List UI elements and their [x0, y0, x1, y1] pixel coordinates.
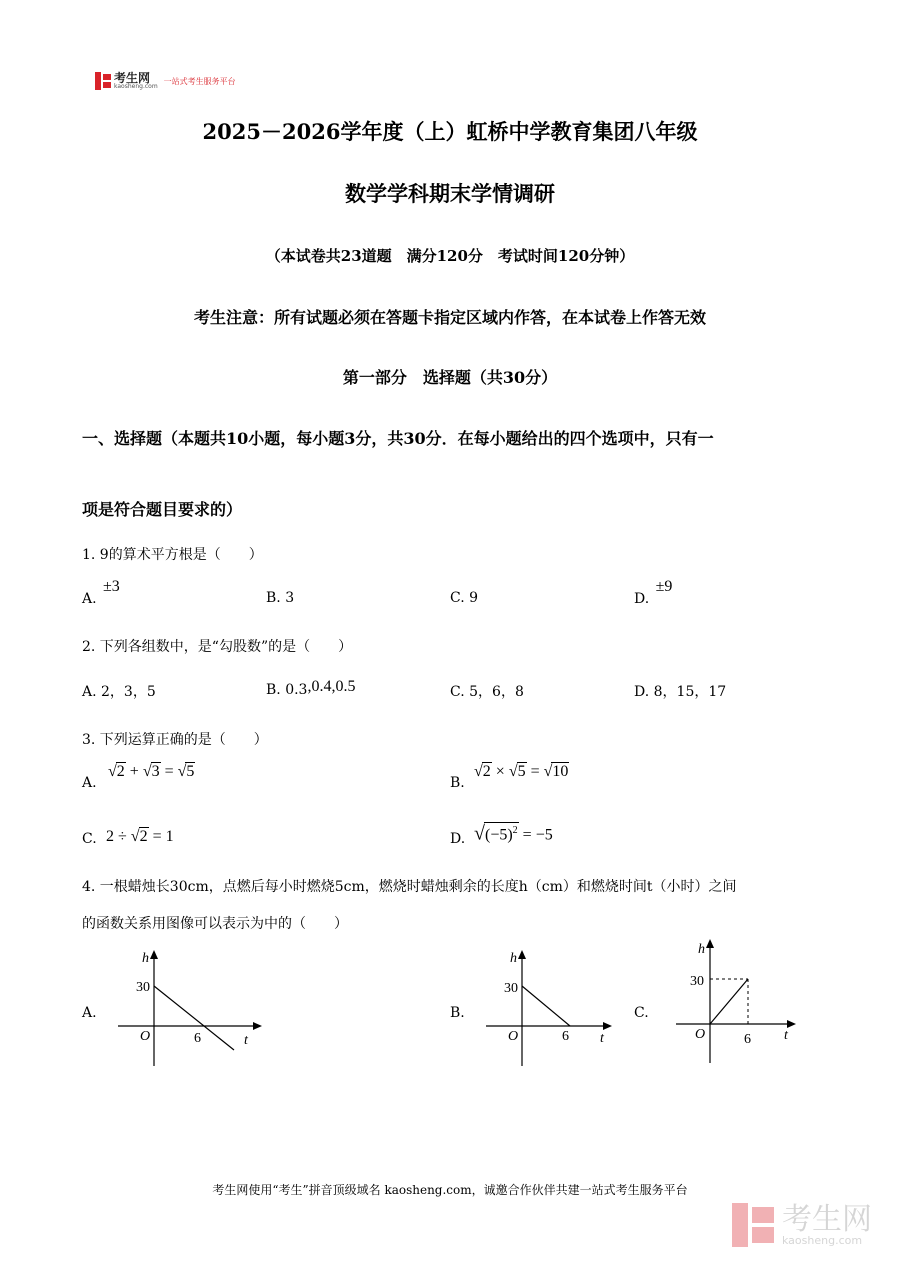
exam-info: （本试卷共23道题 满分120分 考试时间120分钟） [265, 247, 635, 265]
q1-stem: 1. 9的算术平方根是（ ） [82, 547, 263, 563]
q2-option-c-value: 5，6，8 [469, 684, 524, 700]
graph-b-line [522, 986, 570, 1026]
brand-logo [95, 72, 236, 90]
q3c-post: = 1 [152, 828, 174, 845]
section-heading-line1: 一、选择题（本题共10小题，每小题3分，共30分．在每小题给出的四个选项中，只有一 [82, 429, 714, 448]
q1-option-b-label: B. [266, 590, 281, 606]
graph-a-y-tick: 30 [136, 980, 150, 995]
exam-notice: 考生注意：所有试题必须在答题卡指定区域内作答，在本试卷上作答无效 [193, 308, 706, 327]
q3c-pre: 2 ÷ [106, 828, 127, 845]
graph-c-line [710, 979, 748, 1024]
q3b-eq: = [530, 763, 540, 780]
exam-title-line2: 数学学科期末学情调研 [345, 181, 555, 206]
q3-option-a-label: A. [82, 775, 97, 791]
graph-b-y-label: h [510, 951, 517, 966]
brand-name: 考生网 [114, 71, 151, 85]
q3-option-d-expr: $√(-5)^2 = -5$ [474, 822, 553, 845]
graph-a-x-arrow [253, 1022, 262, 1030]
graph-b-origin: O [508, 1029, 519, 1044]
q3-option-d-label: D. [450, 831, 466, 847]
graph-c-x-arrow [787, 1020, 796, 1028]
q2-option-c-label: C. [450, 684, 465, 700]
q2-option-a-value: 2，3，5 [101, 684, 156, 700]
q3b-radicand-1: 2 [482, 763, 491, 780]
q3a-plus: + [129, 763, 139, 780]
watermark-name: 考生网 [782, 1201, 872, 1237]
q2-option-a [82, 681, 156, 701]
graph-a-x-label: t [244, 1033, 248, 1048]
q1-option-a-value: ±3 [103, 578, 120, 595]
q2-option-c [450, 681, 524, 701]
q4-stem-line1: 4. 一根蜡烛长30cm，点燃后每小时燃烧5cm，燃烧时蜡烛剩余的长度h（cm）和燃烧时间t（小时）之间 [82, 879, 737, 895]
graph-a-y-label: h [142, 951, 149, 966]
q3a-radicand-2: 3 [151, 763, 160, 780]
q3-stem: 3. 下列运算正确的是（ ） [82, 732, 268, 748]
q1-option-d [634, 578, 673, 608]
brand-domain: kaosheng.com [114, 83, 158, 90]
q3a-radicand-1: 2 [116, 763, 125, 780]
q4-graph-a [110, 948, 270, 1068]
section-heading-line2: 项是符合题目要求的） [82, 500, 243, 519]
q2-option-b-value-a: 0.3 [285, 682, 308, 698]
graph-b-y-arrow [518, 950, 526, 959]
graph-b-x-tick: 6 [562, 1029, 569, 1044]
q3a-eq: = [164, 763, 174, 780]
graph-b-x-label: t [600, 1031, 604, 1046]
q3a-radicand-3: 5 [186, 763, 195, 780]
q2-option-d [634, 681, 726, 701]
q4-option-b-label: B. [450, 1005, 465, 1021]
watermark-icon [732, 1203, 776, 1247]
graph-c-x-label: t [784, 1028, 788, 1043]
q2-option-d-label: D. [634, 684, 650, 700]
q4-option-a-label: A. [82, 1005, 97, 1021]
q2-option-b [266, 678, 356, 699]
q1-option-c-value: 9 [469, 590, 479, 606]
q3-option-c-label: C. [82, 831, 97, 847]
q1-option-c-label: C. [450, 590, 465, 606]
q4-stem-line2: 的函数关系用图像可以表示为中的（ ） [82, 916, 348, 932]
graph-a-origin: O [140, 1029, 151, 1044]
q3b-radicand-3: 10 [552, 763, 569, 780]
q2-option-b-label: B. [266, 682, 281, 698]
brand-slogan: 一站式考生服务平台 [163, 76, 236, 86]
q1-option-b [266, 590, 294, 606]
graph-c-origin: O [695, 1027, 706, 1042]
q3b-radicand-2: 5 [517, 763, 526, 780]
watermark-domain: kaosheng.com [782, 1233, 863, 1247]
graph-b-x-arrow [603, 1022, 612, 1030]
q2-option-a-label: A. [82, 684, 97, 700]
q3-option-b-label: B. [450, 775, 465, 791]
q3d-exp: 2 [512, 825, 518, 836]
q3d-inner: (−5) [484, 826, 513, 844]
q1-option-c [450, 590, 478, 606]
watermark-logo [732, 1203, 872, 1247]
q2-stem: 2. 下列各组数中，是“勾股数”的是（ ） [82, 639, 353, 655]
graph-c-y-tick: 30 [690, 974, 704, 989]
graph-a-x-tick: 6 [194, 1031, 201, 1046]
part-heading: 第一部分 选择题（共30分） [342, 368, 558, 387]
graph-b-y-tick: 30 [504, 981, 518, 996]
q1-option-a [82, 578, 120, 608]
q4-graph-c [670, 935, 810, 1067]
q3b-times: × [495, 763, 505, 780]
q3d-post: = −5 [522, 826, 553, 844]
q1-option-b-value: 3 [285, 590, 295, 606]
graph-c-x-tick: 6 [744, 1032, 751, 1047]
q1-option-d-value: ±9 [655, 578, 673, 595]
q2-option-d-value: 8，15，17 [653, 684, 727, 700]
brand-logo-icon [95, 72, 111, 90]
q3-option-b-expr: √2 × √5 = √10 [474, 763, 569, 780]
q3c-radicand: 2 [139, 828, 148, 845]
q1-option-a-label: A. [82, 591, 97, 607]
q4-option-c-label: C. [634, 1005, 649, 1021]
graph-c-y-label: h [698, 942, 705, 957]
q2-option-b-value-b: ,0.4,0.5 [307, 678, 356, 695]
q1-option-d-label: D. [634, 591, 650, 607]
q3-option-c-expr: 2 ÷ √2 = 1 [106, 828, 174, 845]
footer-text: 考生网使用“考生”拼音顶级域名 kaosheng.com，诚邀合作伙伴共建一站式考生服务平台 [212, 1183, 688, 1197]
exam-title-line1: 2025－2026学年度（上）虹桥中学教育集团八年级 [202, 119, 698, 144]
q4-graph-b [480, 948, 620, 1068]
graph-c-y-arrow [706, 939, 714, 948]
brand-logo-text [114, 72, 158, 90]
q3-option-a-expr: √2 + √3 = √5 [108, 763, 195, 780]
graph-a-y-arrow [150, 950, 158, 959]
